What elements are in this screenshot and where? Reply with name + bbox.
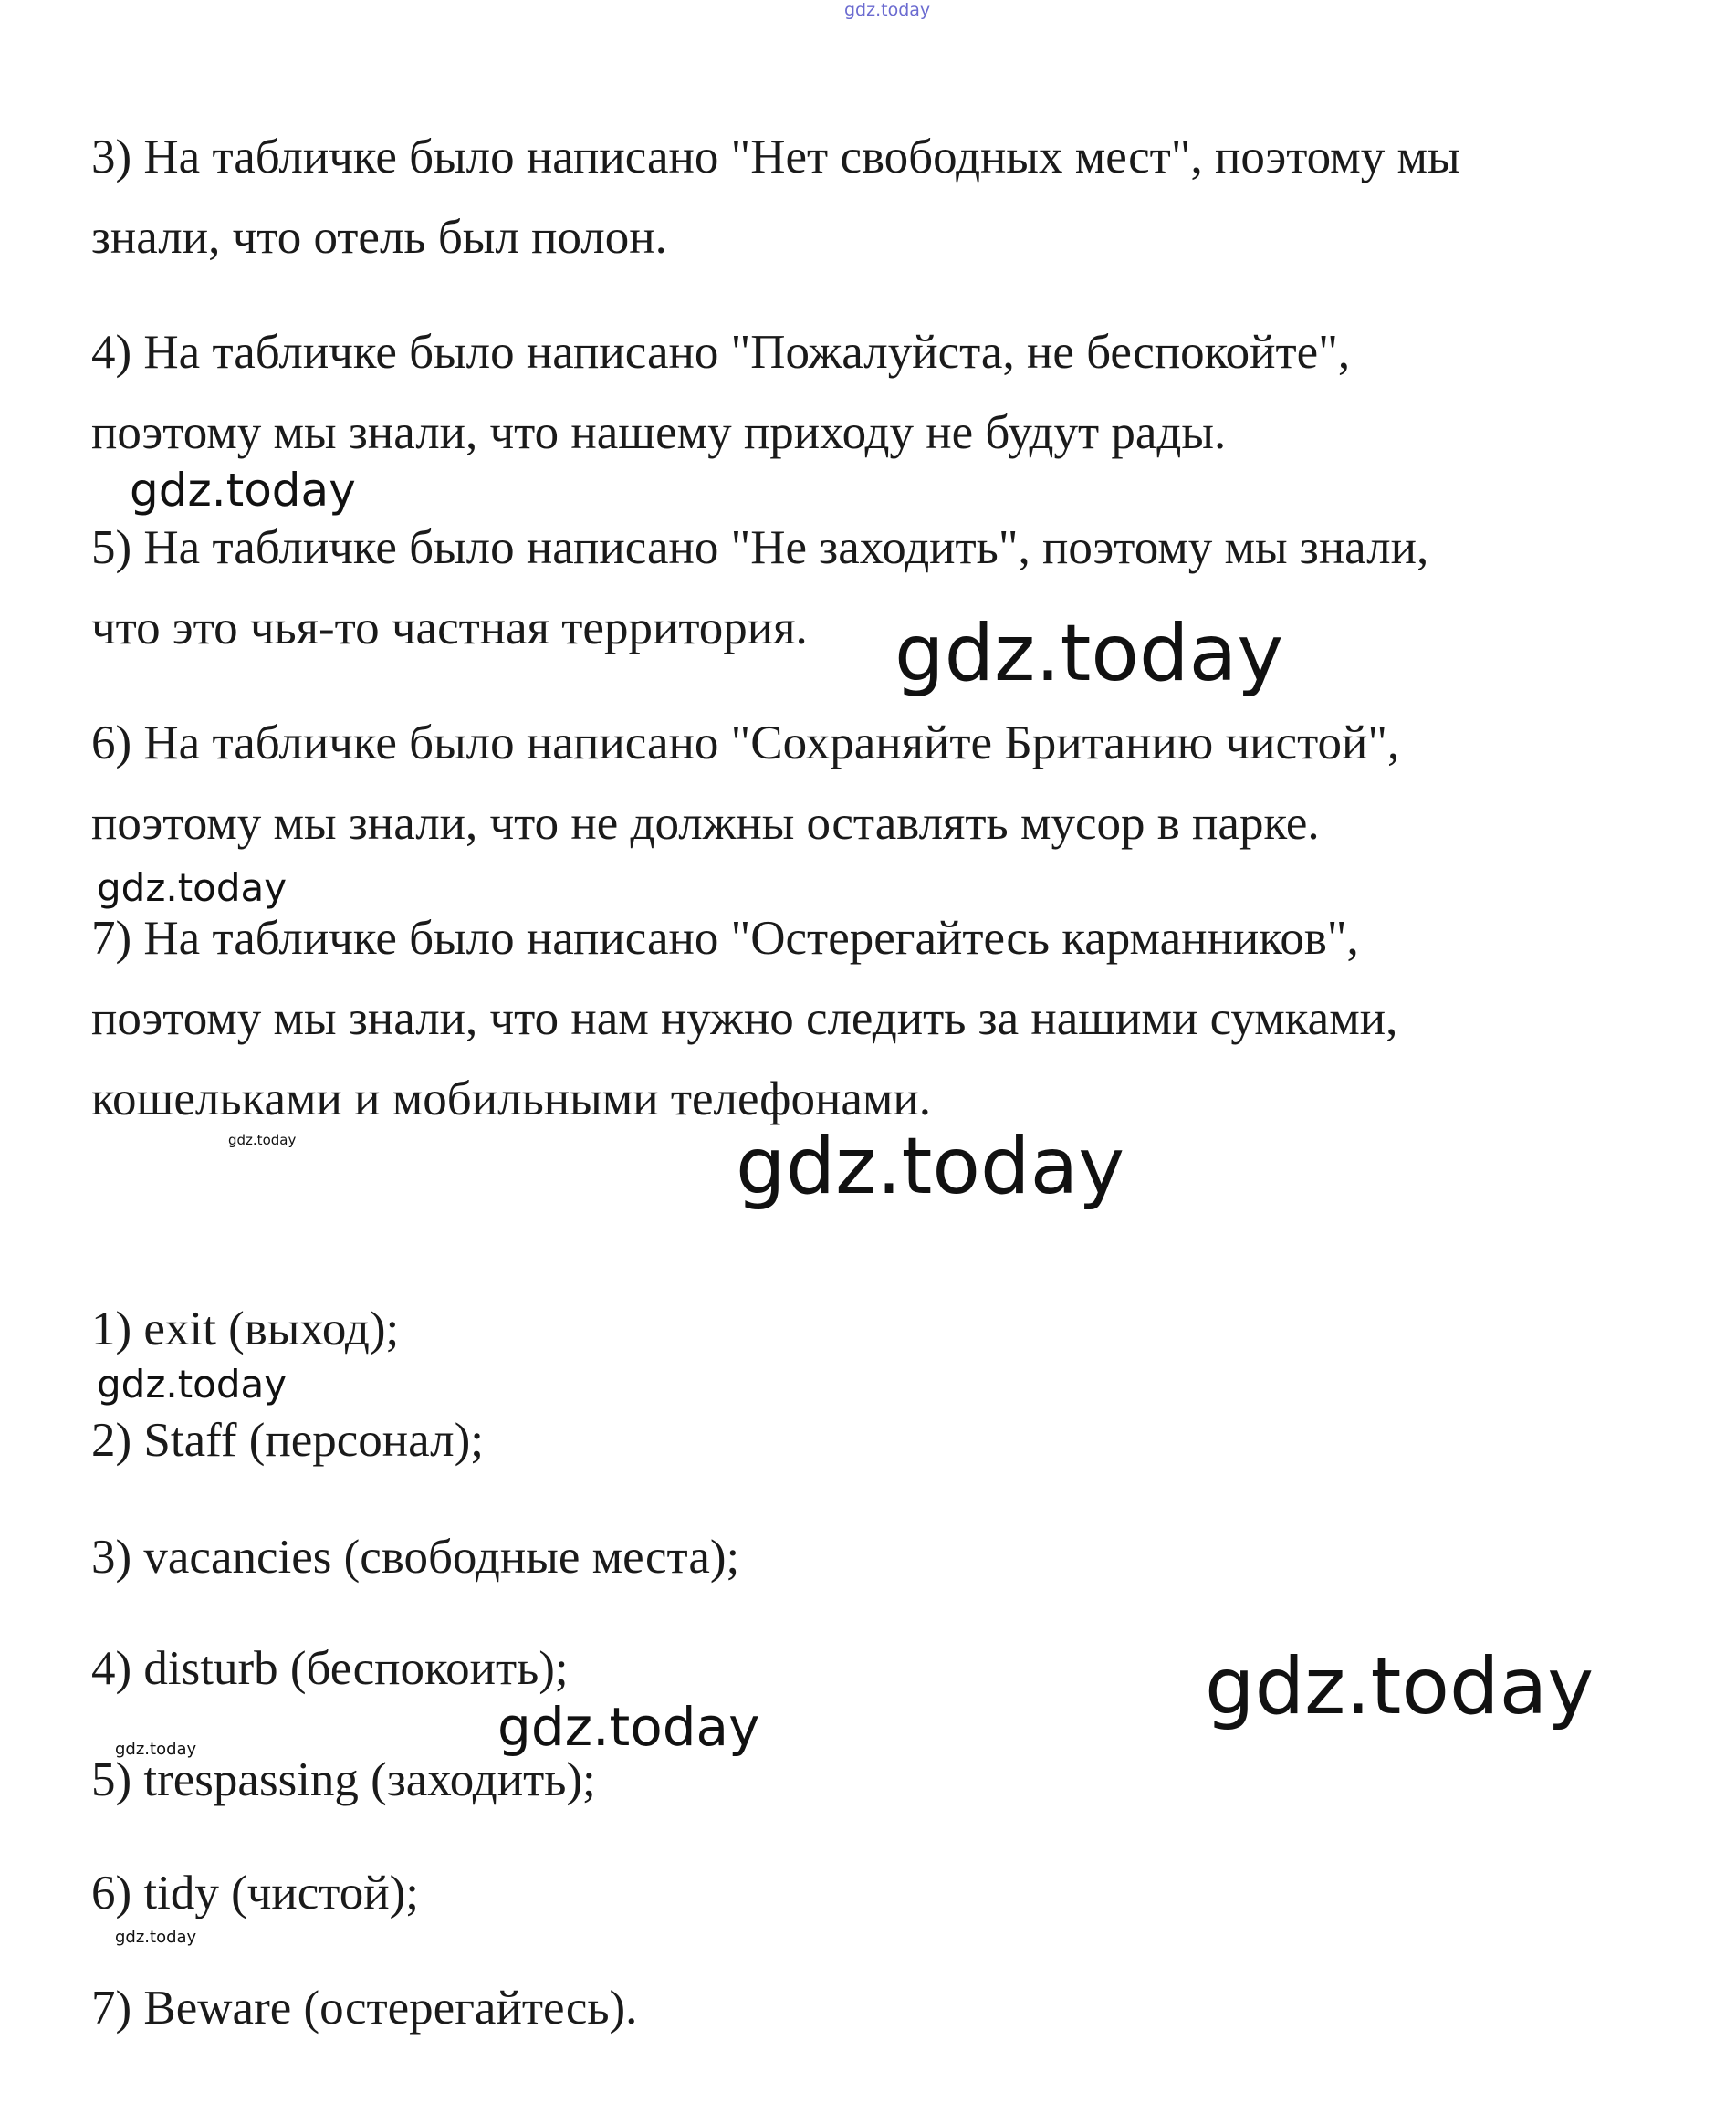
sentence-7 (91, 898, 1643, 1139)
watermark: gdz.today (115, 1740, 197, 1759)
sentence-4 (91, 312, 1643, 473)
sentence-4-line-2: поэтому мы знали, что нашему приходу не будут рады. (91, 406, 1227, 459)
answer-4: 4) disturb (беспокоить); (91, 1642, 569, 1695)
answer-2: 2) Staff (персонал); (91, 1414, 484, 1467)
sentence-5-line-1: 5) На табличке было написано "Не заходить", поэтому мы знали, (91, 521, 1429, 574)
watermark: gdz.today (1205, 1641, 1595, 1732)
answer-3: 3) vacancies (свободные места); (91, 1531, 740, 1584)
sentence-3 (91, 117, 1643, 277)
sentence-7-line-3: кошельками и мобильными телефонами. (91, 1072, 932, 1125)
watermark: gdz.today (130, 464, 356, 517)
sentence-5 (91, 507, 1643, 668)
sentence-4-line-1: 4) На табличке было написано "Пожалуйста, не беспокойте", (91, 326, 1351, 379)
answer-5: 5) trespassing (заходить); (91, 1753, 596, 1806)
sentence-6-line-2: поэтому мы знали, что не должны оставлять мусор в парке. (91, 797, 1320, 850)
watermark: gdz.today (497, 1696, 760, 1758)
watermark: gdz.today (894, 608, 1284, 699)
watermark: gdz.today (97, 865, 288, 910)
sentence-7-line-1: 7) На табличке было написано "Остерегайтесь карманников", (91, 912, 1359, 965)
sentence-6 (91, 703, 1643, 863)
sentence-6-line-1: 6) На табличке было написано "Сохраняйте Британию чистой", (91, 717, 1400, 769)
answer-6: 6) tidy (чистой); (91, 1867, 419, 1919)
watermark: gdz.today (736, 1121, 1125, 1212)
sentence-7-line-2: поэтому мы знали, что нам нужно следить за нашими сумками, (91, 992, 1398, 1045)
watermark-top: gdz.today (844, 0, 931, 20)
answer-7: 7) Beware (остерегайтесь). (91, 1982, 638, 2035)
sentence-5-line-2: что это чья-то частная территория. (91, 601, 808, 654)
sentence-3-line-2: знали, что отель был полон. (91, 211, 667, 264)
watermark: gdz.today (228, 1132, 297, 1148)
watermark: gdz.today (97, 1362, 288, 1407)
sentence-3-line-1: 3) На табличке было написано "Нет свободных мест", поэтому мы (91, 131, 1460, 183)
watermark: gdz.today (115, 1928, 197, 1947)
answer-1: 1) exit (выход); (91, 1302, 400, 1355)
